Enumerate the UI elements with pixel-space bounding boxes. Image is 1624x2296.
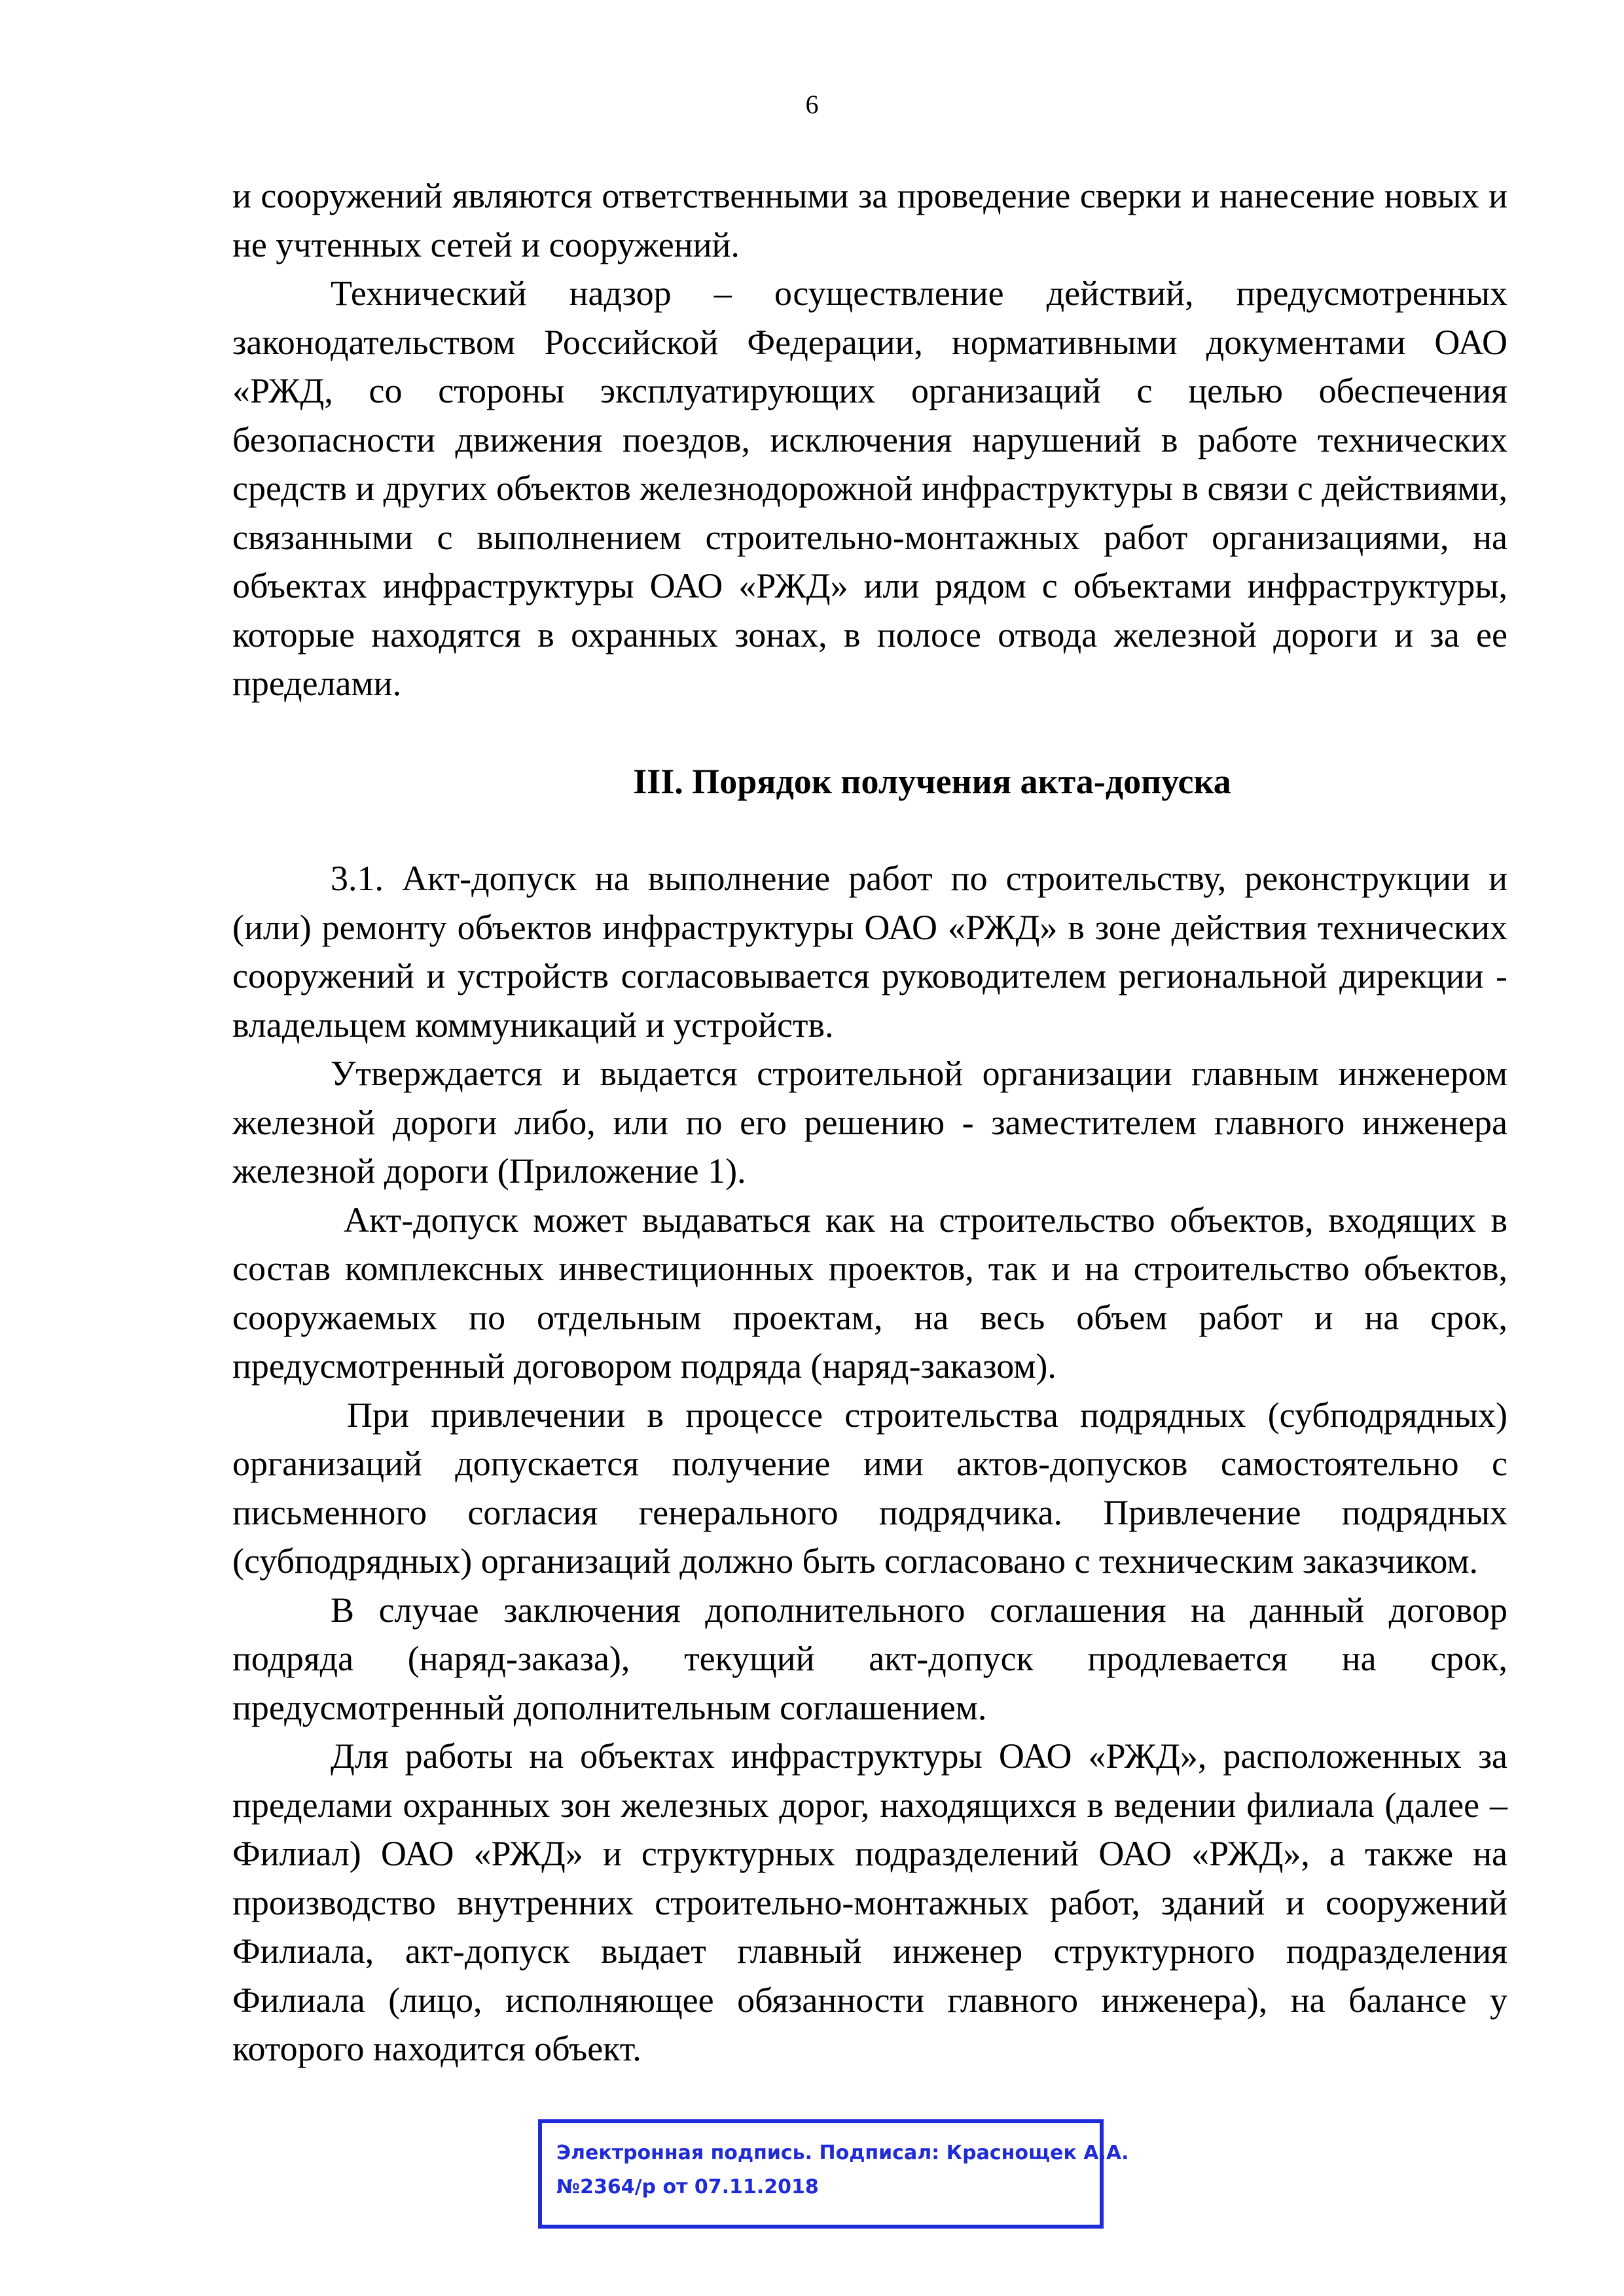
paragraph-branch-objects: Для работы на объектах инфраструктуры ОАО «РЖД», расположенных за пределами охранных зон железных дорог, находящихся в ведении филиала (далее – Филиал) ОАО «РЖД» и структурных подразделений ОАО «РЖД», а также на производство внутренних строительно-монтажных работ, зданий и сооружений Филиала, акт-допуск выдает главный инженер структурного подразделения Филиала (лицо, исполняющее обязанности главного инженера), на балансе у которого находится объект. [232, 1736, 1507, 2068]
paragraph-approval: Утверждается и выдается строительной организации главным инженером железной дороги либо, или по его решению - заместителем главного инженера железной дороги (Приложение 1). [232, 1054, 1507, 1191]
document-body [232, 171, 1507, 2073]
signature-line-number-date: №2364/р от 07.11.2018 [556, 2176, 819, 2198]
paragraph-act-scope: Акт-допуск может выдаваться как на строительство объектов, входящих в состав комплексных инвестиционных проектов, так и на строительство объектов, сооружаемых по отдельным проектам, на весь объем работ и на срок, предусмотренный договором подряда (наряд-заказом). [232, 1200, 1507, 1386]
page-number: 6 [805, 90, 819, 119]
paragraph-subcontractors: При привлечении в процессе строительства подрядных (субподрядных) организаций допускается получение ими актов-допусков самостоятельно с письменного согласия генерального подрядчика. Привлечение подрядных (субподрядных) организаций должно быть согласовано с техническим заказчиком. [232, 1395, 1507, 1581]
paragraph-continuation: и сооружений являются ответственными за проведение сверки и нанесение новых и не учтенных сетей и сооружений. [232, 176, 1507, 264]
electronic-signature-stamp [538, 2119, 1129, 2229]
section-title: III. Порядок получения акта-допуска [633, 761, 1231, 801]
paragraph-3-1: 3.1. Акт-допуск на выполнение работ по строительству, реконструкции и (или) ремонту объектов инфраструктуры ОАО «РЖД» в зоне действия технических сооружений и устройств согласовывается руководителем региональной дирекции - владельцем коммуникаций и устройств. [232, 859, 1507, 1045]
paragraph-additional-agreement: В случае заключения дополнительного соглашения на данный договор подряда (наряд-заказа), текущий акт-допуск продлевается на срок, предусмотренный дополнительным соглашением. [232, 1590, 1507, 1727]
signature-line-signer: Электронная подпись. Подписал: Краснощек А.А. [556, 2142, 1129, 2164]
paragraph-technical-supervision: Технический надзор – осуществление действий, предусмотренных законодательством Российской Федерации, нормативными документами ОАО «РЖД, со стороны эксплуатирующих организаций с целью обеспечения безопасности движения поездов, исключения нарушений в работе технических средств и других объектов железнодорожной инфраструктуры в связи с действиями, связанными с выполнением строительно-монтажных работ организациями, на объектах инфраструктуры ОАО «РЖД» или рядом с объектами инфраструктуры, которые находятся в охранных зонах, в полосе отвода железной дороги и за ее пределами. [232, 274, 1507, 703]
